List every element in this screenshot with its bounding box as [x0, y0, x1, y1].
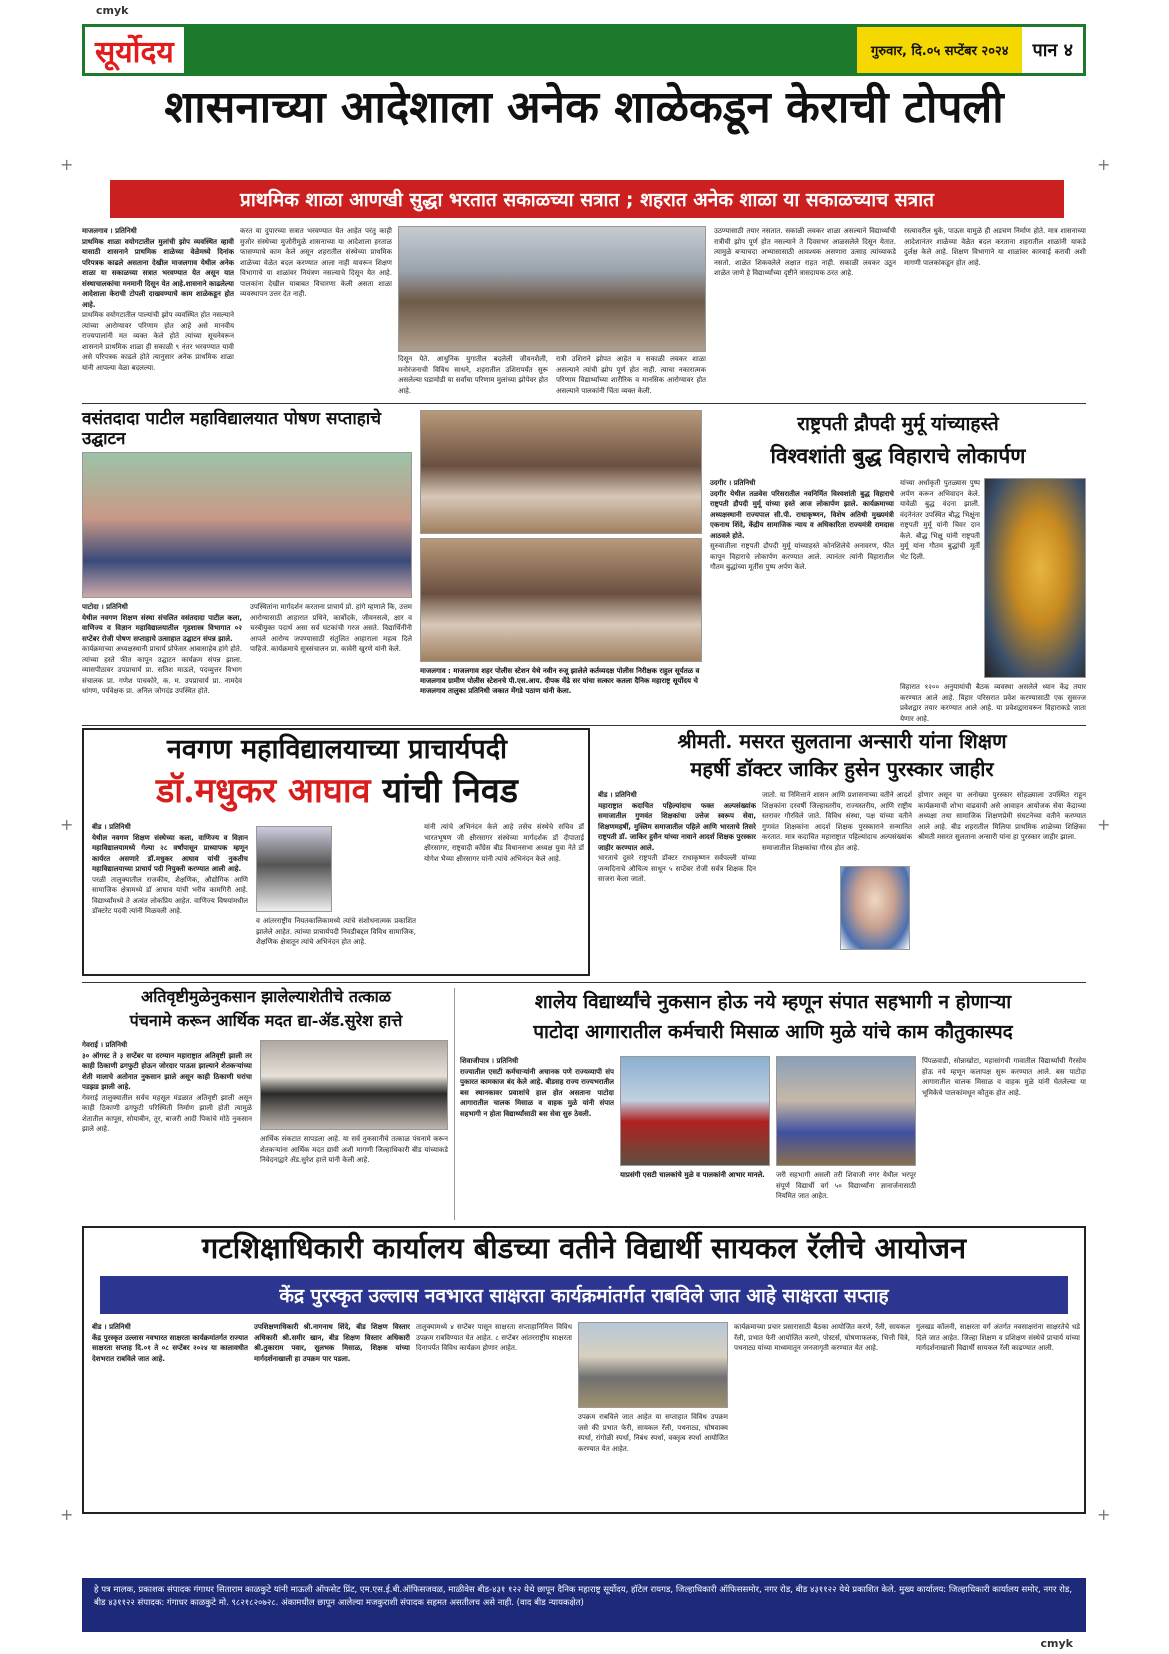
shaley-body: जरी सहभागी असली तरी शिवाजी नगर येथील भरपूर संपूर्ण विद्यार्थी वर्ग ५० विद्यार्थ्यांना ज्ञानार्जनासाठी नियमित जात आहेत. [776, 1171, 916, 1200]
ativrushti-headline-1: अतिवृष्टीमुळेनुकसान झालेल्याशेतीचे तत्काळ [141, 987, 391, 1006]
dateline: पाटोदा । प्रतिनिधी [82, 603, 128, 611]
teacher-photo [840, 866, 910, 950]
lead-column-2 [240, 226, 392, 398]
rashtrapati-headline-2: विश्वशांती बुद्ध विहाराचे लोकार्पण [770, 443, 1026, 468]
dateline: शिवाजीपात्र । प्रतिनिधी [460, 1057, 519, 1065]
posh-intro: येथील नवगण शिक्षण संस्था संचलित वसंतदादा पाटील कला, वाणिज्य व विज्ञान महाविद्यालयातील गृहशास्त्र विभागात ०२ सप्टेंबर रोजी पोषण सप्ताहाचे उत्साहात उद्घाटन संपन्न झाले. [82, 613, 242, 643]
cycle-column-6 [916, 1322, 1080, 1508]
lead-column-3 [398, 354, 548, 398]
navgan-intro: येथील नवगण शिक्षण संस्थेच्या कला, वाणिज्य व विज्ञान महाविद्यालयामध्ये गेल्या २८ वर्षांपासून प्राध्यापक म्हणून कार्यरत असणारे डॉ.मधुकर आघाव यांची नुकतीच महाविद्यालयाच्या प्राचार्य पदी नियुक्ती करण्यात आली आहे. [92, 833, 248, 873]
rashtrapati-body: यांच्या अर्धाकृती पुतळ्यास पुष्प अर्पण करून अभिवादन केले. यावेळी बुद्ध वंदना झाली. वंदनेनंतर उपस्थित बौद्ध भिक्षूंना राष्ट्रपती मुर्मू यांनी चिवर दान केले. बौद्ध भिक्षु यांनी राष्ट्रपती मुर्मू यांना गौतम बुद्धांची मूर्ती भेट दिली. [900, 479, 980, 561]
felicitation-photo [420, 410, 702, 534]
navgan-headline: नवगण महाविद्यालयाच्या प्राचार्यपदी [166, 734, 508, 765]
crop-mark-icon: + [1097, 815, 1111, 834]
dateline: उदगीर । प्रतिनिधी [710, 479, 756, 487]
shaley-headline-1: शालेय विद्यार्थ्यांचे नुकसान होऊ नये म्हणून संपात सहभागी न होणाऱ्या [534, 991, 1012, 1013]
lead-body: उठण्यासाठी तयार नसतात. सकाळी लवकर शाळा असल्याने विद्यार्थ्यांची रात्रीची झोप पूर्ण होत नसल्याने ते दिवसभर आळसलेले दिसून येतात. त्यामुळे बऱ्याचदा अभ्यासासाठी आवश्यक असणारा उत्साह त्यांच्याकडे नसतो. शाळेत शिकवलेले लक्षात राहत नाही. सकाळी लवकर उठून शाळेत जाणे हे विद्यार्थ्यांच्या दृष्टीने त्रासदायक ठरत आहे. [714, 227, 896, 277]
lead-headline: शासनाच्या आदेशाला अनेक शाळेकडून केराची टोपली [164, 82, 1004, 133]
lead-body: प्राथमिक वयोगटातील पाल्यांची झोप व्यवस्थित होत नसल्याने त्यांच्या आरोग्यावर परिणाम होत आहे असे मानवीय राज्यपालांनी मत व्यक्त केले होते त्यांच्या सूचनेवरून शासनाने प्राथमिक शाळा ही सकाळी ९ नंतर भरवण्यात यावी असे परिपत्रक काढले होते त्यानुसार अनेक प्राथमिक शाळा यांनी आपल्या वेळा बदलल्या. [82, 311, 234, 372]
masarat-body: जातो. या निमित्ताने शासन आणि प्रशासनाच्या वतीने आदर्श शिक्षकांना दरवर्षी जिल्हास्तरीय, राज्यस्तरीय, आणि राष्ट्रीय स्तरावर गौरविले जाते. विविध संस्था, पक्ष यांच्या वतीने गुणवंत शिक्षकांना आदर्श शिक्षक पुरस्काराने सन्मानित करतात. मात्र कदाचित महाराष्ट्रात पहिल्यांदाच अल्पसंख्यांक समाजातील शिक्षकांचा गौरव होत आहे. [762, 791, 912, 852]
divider [82, 725, 1086, 726]
classroom-photo [398, 226, 706, 352]
cycle-body: कार्यक्रमाच्या प्रचार प्रसारासाठी बैठका आयोजित करणे, रॅली, सायकल रॅली, प्रभात फेरी आयोजित करणे, पोस्टर्स, घोषणाफलक, भित्ती चित्रे, पथनाट्य यांच्या माध्यमातून जनजागृती करण्यात येत आहे. [734, 1323, 910, 1352]
lead-column-1 [82, 226, 234, 398]
cycle-body: उपशिक्षणाधिकारी श्री.नागनाथ शिंदे, बीड शिक्षण विस्तार अधिकारी श्री.समीर खान, बीड शिक्षण विस्तार अधिकारी श्री.तुकाराम पवार, सुलभक मिसाळ, शिक्षक यांच्या मार्गदर्शनाखाली हा उपक्रम पार पडला. [254, 1323, 410, 1363]
rashtrapati-headline-1: राष्ट्रपती द्रौपदी मुर्मू यांच्याहस्ते [797, 413, 999, 435]
masarat-body: होणार असून या अनोख्या पुरस्कार सोहळ्याला उपस्थित राहून कार्यक्रमाची शोभा वाढवावी असे आवाहन आयोजक सेवा केंद्राच्या अध्यक्षा तथा सामाजिक शिक्षणप्रेमी संघटनेच्या वतीने करण्यात आले आहे. बीड शहरातील मिलिया प्राथमिक शाळेच्या शिक्षिका श्रीमती मसरत सुलताना अन्सारी यांना हा पुरस्कार जाहीर झाला. [918, 791, 1086, 841]
group-photo [82, 452, 412, 598]
felicitation-photo [420, 538, 702, 662]
dateline: बीड । प्रतिनिधी [92, 1323, 131, 1331]
posh-body: कार्यक्रमाच्या अध्यक्षस्थानी प्राचार्य प्रोफेसर आबासाहेब हांगे होते. त्यांच्या हस्ते फीत कापून उद्घाटन कार्यक्रम संपन्न झाला. व्यासपीठावर उपप्राचार्य प्रा. सतिश माऊले, पदव्युत्तर विभाग संचालक प्रा. गणेश पाचकोरे, क. म. उपप्राचार्य प्रा. नामदेव धांगण, पर्यवेक्षक प्रा. अनिल जोगदंड उपस्थित होते. [82, 645, 242, 695]
shaley-caption: याप्रसंगी एसटी चालकांचे मुळे व पालकांनी आभार मानले. [620, 1171, 765, 1179]
navgan-headline-2 [92, 772, 582, 811]
imprint-footer: हे पत्र मालक, प्रकाशक संपादक गंगाधर सिताराम काळकुटे यांनी माऊली ऑफसेट प्रिंट, एम.एस.ई.बी.ऑफिसजवळ, माळीवेस बीड-४३१ १२२ येथे छापून दैनिक महाराष्ट्र सूर्योदय, हॉटेल रायगड, जिल्हाधिकारी ऑफिससमोर, नगर रोड, बीड ४३११२२ येथे प्रकाशित केले. मुख्य कार्यालय: जिल्हाधिकारी कार्यालय समोर, नगर रोड, बीड ४३११२२ संपादक: गंगाधर काळकुटे मो. ९८२१८२०७२८. अंकामधील छापून आलेल्या मजकुराशी संपादक सहमत असतीलच असे नाही. (वाद बीड न्यायकक्षेत) [82, 1578, 1086, 1632]
dateline: बीड । प्रतिनिधी [92, 823, 131, 831]
rashtrapati-column-2 [900, 478, 980, 678]
masarat-column-1 [598, 790, 756, 976]
masthead [82, 24, 1086, 76]
buddha-statue-photo [984, 478, 1086, 678]
posh-headline: वसंतदादा पाटील महाविद्यालयात पोषण सप्ताहाचे उद्घाटन [82, 409, 381, 449]
crop-mark-icon: + [60, 155, 74, 174]
memorandum-photo [260, 1040, 448, 1130]
navgan-column-1 [92, 822, 248, 972]
newspaper-logo: सूर्योदय [85, 27, 188, 73]
masarat-body: भारताचे दुसरे राष्ट्रपती डॉक्टर राधाकृष्णन सर्वपल्ली यांच्या जन्मदिनाचे औचित्य साधून ५ सप्टेंबर रोजी सर्वत्र शिक्षक दिन साजरा केला जातो. [598, 854, 756, 883]
masarat-headline-2: महर्षी डॉक्टर जाकिर हुसेन पुरस्कार जाहीर [690, 757, 994, 781]
rashtrapati-column-1 [710, 478, 894, 802]
shaley-intro: राज्यातील एसटी कर्मचाऱ्यांनी अचानक पणे राज्यव्यापी संप पुकारत कामकाज बंद केले आहे. बीडसह राज्य राज्यभरातील बस स्थानकावर प्रवाशांचे हाल होत असताना पाटोदा आगारातील चालक मिसाळ व वाहक मुळे यांनी संपात सहभागी न होता विद्यार्थ्यांसाठी बस सेवा सुरु ठेवली. [460, 1067, 614, 1118]
masarat-headline-1: श्रीमती. मसरत सुलताना अन्सारी यांना शिक्षण [677, 729, 1007, 753]
crop-mark-icon: + [1097, 1505, 1111, 1524]
shaley-headline-2: पाटोदा आगारातील कर्मचारी मिसाळ आणि मुळे यांचे काम कौतुकास्पद [533, 1021, 1013, 1043]
cycle-subheadline: केंद्र पुरस्कृत उल्लास नवभारत साक्षरता कार्यक्रमांतर्गत राबविले जात आहे साक्षरता सप्ताह [100, 1276, 1068, 1314]
lead-column-5 [714, 226, 896, 398]
cycle-column-4 [578, 1412, 728, 1508]
masthead-band [188, 27, 857, 73]
navgan-column-3 [256, 916, 416, 972]
principal-photo [256, 826, 332, 912]
shaley-body: पिंपळवाडी, सोन्नाखोटा, महासांगवी गावातील विद्यार्थ्यांची गैरसोय होऊ नये म्हणून कलापक्ष सुरू करण्यात आले. बस पाटोदा आगारातील चालक मिसाळ व वाहक मुळे यांनी घेतलेल्या या भूमिकेचे पालकांमधून कौतुक होत आहे. [922, 1057, 1086, 1097]
ativrushti-column-1 [82, 1040, 252, 1220]
navgan-body: परळी तालुक्यातील राजकीय, शैक्षणिक, औद्योगिक आणि सामाजिक क्षेत्रामध्ये डॉ आघाव यांची भरीव कामगिरी आहे. विद्यार्थ्यांमध्ये ते अत्यंत लोकप्रिय आहेत. वाणिज्य विषयांमधील डॉक्टरेट पदवी त्यांनी मिळवली आहे. [92, 875, 248, 915]
lead-column-6 [904, 226, 1086, 398]
crop-mark-icon: + [60, 1505, 74, 1524]
masarat-column-3 [918, 790, 1086, 976]
lead-body: दिसून येते. आधुनिक युगातील बदलेली जीवनशैली, मनोरंजनाची विविध साधने, शहरातील उशिरापर्यंत सुरू असलेल्या घडामोडी या सर्वांचा परिणाम मुलांच्या झोपेवर होत आहे. [398, 355, 548, 395]
crop-mark-icon: + [1097, 155, 1111, 174]
rashtrapati-body: सुरुवातीला राष्ट्रपती द्रौपदी मुर्मू यांच्याहस्ते कोनशिलेचे अनावरण, फीत कापून विहाराचे लोकार्पण करण्यात आले. त्यानंतर त्यांनी विहारातील गौतम बुद्धांच्या मूर्तीस पुष्प अर्पण केले. [710, 542, 894, 571]
lead-body: रस्त्यावरील धुके, पाऊस यामुळे ही अडचण निर्माण होते. मात्र शासनाच्या आदेशानंतर शाळेच्या वेळेत बदल करताना शहरातील शाळांनी याकडे दुर्लक्ष केले आहे. शिक्षण विभागाने या शाळांवर कारवाई करावी अशी मागणी पालकांकडून होत आहे. [904, 227, 1086, 267]
bus-photo [620, 1056, 770, 1166]
lead-intro: प्राथमिक शाळा वयोगटातील मुलांची झोप व्यवस्थित व्हावी यासाठी शासनाने प्राथमिक शाळेच्या वेळेमध्ये दिनांक परिपत्रक काढले असताना देखील माजलगाव येथील अनेक शाळा या सकाळच्या सत्रात भरवण्यात येत असून यात संस्थाचालकांचा मनमानी दिसून येत आहे.शासनाने काढलेल्या आदेशाला केराची टोपली दाखवण्याचे काम शाळेकडून होत आहे. [82, 237, 234, 309]
ativrushti-body: आर्थिक संकटात सापडला आहे. या सर्व नुकसानीचे तत्काळ पंचनामे करून शेतकऱ्यांना आर्थिक मदत द्यावी अशी मागणी जिल्हाधिकारी बीड यांच्याकडे निवेदनाद्वारे ॲड.सुरेश हात्ते यांनी केली आहे. [260, 1135, 448, 1164]
cycle-body: गुलखड कॉलनी, साक्षरता वर्ग अंतर्गत नवसाक्षरांना साक्षरतेचे धडे दिले जात आहेत. जिल्हा शिक्षण व प्रशिक्षण संस्थेचे प्राचार्य यांच्या मार्गदर्शनाखाली विद्यार्थी सायकल रॅली काढण्यात आली. [916, 1323, 1080, 1352]
print-mark: cmyk [96, 4, 129, 17]
lead-body: करत या दुपारच्या सत्रात भरवण्यात येत आहेत परंतु काही मुजोर संस्थेच्या मुजोरीमुळे शासनाच्या या आदेशाला हरताळ फासण्याचे काम केले असून शहरातील संस्थेच्या प्राथमिक शाळेच्या वेळेत बदल करण्यात आला नाही यावरून शिक्षण विभागाचे या शाळांवर नियंत्रण नसल्याचे दिसून येत आहे. पालकांना देखील याबाबत विचारणा केली असता शाळा व्यवस्थापन उत्तर देत नाही. [240, 227, 392, 298]
shaley-column-4 [922, 1056, 1086, 1220]
navgan-headline-end: यांची निवड [382, 771, 518, 811]
divider [82, 403, 1086, 404]
divider [454, 988, 455, 1220]
lead-column-4 [556, 354, 706, 398]
navgan-body: व आंतरराष्ट्रीय नियतकालिकामध्ये त्यांचे संशोधनात्मक प्रकाशित झालेले आहेत. त्यांच्या प्राचार्यपदी निवडीबद्दल विविध सामाजिक, शैक्षणिक क्षेत्रातून त्यांचे अभिनंदन होत आहे. [256, 917, 416, 946]
cycle-intro: केंद्र पुरस्कृत उल्लास नवभारत साक्षरता कार्यक्रमांतर्गत राज्यात साक्षरता सप्ताह दि.०१ ते ०८ सप्टेंबर २०२४ या कालावधीत देशभरात राबविले जात आहे. [92, 1333, 248, 1363]
cycle-rally-photo [578, 1322, 728, 1408]
shaley-column-3 [776, 1170, 916, 1220]
lead-subheadline: प्राथमिक शाळा आणखी सुद्धा भरतात सकाळच्या सत्रात ; शहरात अनेक शाळा या सकाळच्याच सत्रात [110, 180, 1064, 218]
navgan-name: डॉ.मधुकर आघाव [156, 771, 371, 811]
students-photo [776, 1056, 916, 1166]
rashtrapati-body: विहारात १२०० अनुयायांची बैठक व्यवस्था असलेले ध्यान केंद्र तयार करण्यात आले आहे. विहार परिसरात प्रवेश करण्यासाठी एक सुसज्ज प्रवेशद्वार तयार करण्यात आले आहे. या प्रवेशद्वारावरून विहाराकडे जाता येणार आहे. [900, 683, 1086, 723]
cycle-body: उपक्रम राबविले जात आहेत या सप्ताहात विविध उपक्रम जसे की प्रभात फेरी, सायकल रॅली, पथनाट्य, घोषवाक्य स्पर्धा, रांगोळी स्पर्धा, निबंध स्पर्धा, वक्तृत्व स्पर्धा आयोजित करण्यात येत आहेत. [578, 1413, 728, 1453]
divider [82, 982, 1086, 983]
navgan-column-2 [424, 822, 584, 972]
masarat-intro: महाराष्ट्रात कदाचित पहिल्यांदाच फक्त अल्पसंख्यांक समाजातील गुणवंत शिक्षकांचा उत्तेज स्वरूप सेवा, शिक्षणमहर्षी, मुस्लिम समाजातील पहिले आणि भारताचे तिसरे राष्ट्रपती डॉ. जाकिर हुसैन यांच्या नावाने आदर्श शिक्षक पुरस्कार जाहीर करण्यात आले. [598, 801, 756, 852]
cycle-column-3 [416, 1322, 572, 1508]
crop-mark-icon: + [60, 815, 74, 834]
posh-body: उपस्थितांना मार्गदर्शन करताना प्राचार्य प्रो. हांगे म्हणाले कि, उत्तम आरोग्यासाठी आहारात प्रथिने, कार्बोदके, जीवनसत्वे, क्षार व चरबीयुक्त पदार्थ असा सर्व घटकांची गरज असते. विद्यार्थिनींनी आपले आरोग्य जपण्यासाठी संतुलित आहाराला महत्व दिले पाहिजे. कार्यक्रमाचे सूत्रसंचालन प्रा. कावेरी खुरणे यांनी केले. [250, 603, 412, 653]
ativrushti-column-2 [260, 1134, 448, 1220]
cycle-headline: गटशिक्षाधिकारी कार्यालय बीडच्या वतीने विद्यार्थी सायकल रॅलीचे आयोजन [201, 1231, 967, 1265]
ativrushti-body: गेवराई तालुक्यातील सर्वच महसूल मंडळात अतिवृष्टी झाली असून काही ठिकाणी ढगफुटी परिस्थिती निर्माण झाली होती त्यामुळे शेतातील कापूस, सोयाबीन, तूर, बाजरी आदी पिकांचे मोठे नुकसान झाले आहे. [82, 1093, 252, 1133]
cycle-column-2 [254, 1322, 410, 1508]
print-mark: cmyk [1040, 1637, 1073, 1650]
cycle-column-5 [734, 1322, 910, 1508]
rashtrapati-intro: उदगीर येथील तळवेस परिसरातील नवनिर्मित विश्वशांती बुद्ध विहाराचे राष्ट्रपती द्रौपदी मुर्मू यांच्या हस्ते आज लोकार्पण झाले. कार्यक्रमाच्या अध्यक्षस्थानी राज्यपाल सी.पी. राधाकृष्णन, विशेष अतिथी मुख्यमंत्री एकनाथ शिंदे, केंद्रीय सामाजिक न्याय व अधिकारिता राज्यमंत्री रामदास आठवले होते. [710, 489, 894, 540]
page-number: पान ४ [1022, 27, 1083, 73]
ativrushti-intro: ३० ऑगस्ट ते ३ सप्टेंबर या दरम्यान महाराष्ट्रात अतिवृष्टी झाली तर काही ठिकाणी ढगफुटी होऊन जोरदार पाऊस झाल्याने शेतकऱ्यांच्या शेती मालाचे अतोनात नुकसान झाले असून काही ठिकाणी घरांचा पडझड झाली आहे. [82, 1051, 252, 1091]
lead-body: रात्री उशिराने झोपत आहेत व सकाळी लवकर शाळा असल्याने त्यांची झोप पूर्ण होत नाही. त्याचा नकारात्मक परिणाम विद्यार्थ्यांच्या शारीरिक व मानसिक आरोग्यावर होत असल्याने पालकांनी चिंता व्यक्त केली. [556, 355, 706, 395]
dateline: बीड । प्रतिनिधी [598, 791, 637, 799]
dateline: गेवराई । प्रतिनिधी [82, 1041, 128, 1049]
issue-date: गुरुवार, दि.०५ सप्टेंबर २०२४ [857, 27, 1022, 73]
felicitation-caption: माजलगाव : माजलगाव शहर पोलीस स्टेशन येथे नवीन रुजू झालेले कर्तव्यदक्ष पोलीस निरीक्षक राहुल सूर्यतळ व माजलगाव ग्रामीण पोलीस स्टेशनचे पी.एस.आय. दीपक मेंढे सर यांचा सत्कार कतला दैनिक महाराष्ट्र सूर्योदय चे माजलगाव तालुका प्रतिनिधी जकात मेंगडे पठाण यांनी केला. [420, 667, 700, 695]
cycle-column-1 [92, 1322, 248, 1508]
navgan-body: यांनी त्यांचे अभिनंदन केले आहे तसेच संस्थेचे सचिव डॉ भारतभूषण जी क्षीरसागर संस्थेच्या मार्गदर्शक डॉ दीपाताई क्षीरसागर, राष्ट्रवादी कॉंग्रेस बीड विधानसभा अध्यक्ष युवा नेते डॉ योगेश भैय्या क्षीरसागर यांनी त्यांचे अभिनंदन केले आहे. [424, 823, 584, 863]
ativrushti-headline-2: पंचनामे करून आर्थिक मदत द्या-ॲड.सुरेश हात्ते [129, 1011, 403, 1030]
shaley-column-1 [460, 1056, 614, 1220]
dateline: माजलगाव । प्रतिनिधी [82, 227, 137, 235]
cycle-body: तालुक्यामध्ये ४ सप्टेंबर पासून साक्षरता सप्ताहानिमित्त विविध उपक्रम राबविण्यात येत आहेत. ८ सप्टेंबर आंतरराष्ट्रीय साक्षरता दिनापर्यंत विविध कार्यक्रम होणार आहेत. [416, 1323, 572, 1352]
